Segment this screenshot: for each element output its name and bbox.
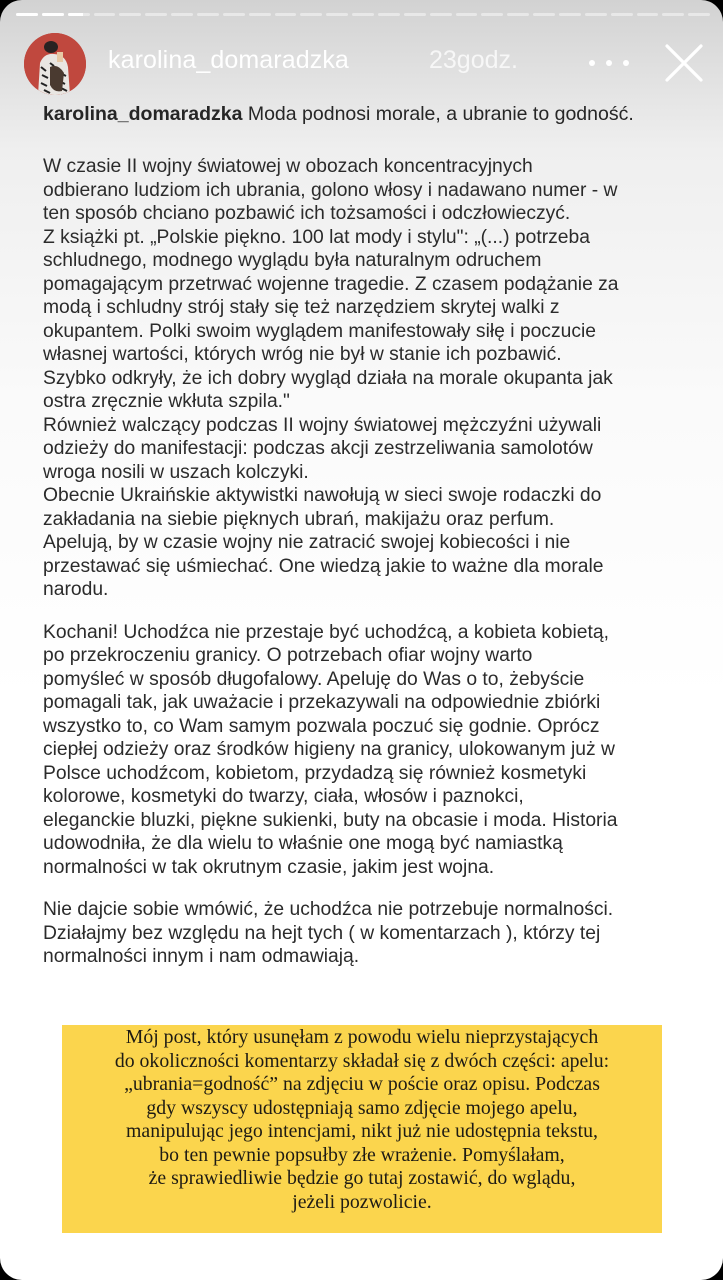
progress-segment [378,13,400,16]
progress-segment [145,13,167,16]
text-line: ostra zręcznie wkłuta szpila." [43,391,290,412]
progress-segment [404,13,426,16]
progress-segment [662,13,684,16]
more-horizontal-icon [606,60,612,66]
text-line: pomagającym przetrwać wojenne tragedie. Z czasem podążanie za [43,273,619,295]
text-line: ciepłej odzieży oraz środków higieny na granicy, ulokowanym już w [43,739,615,760]
progress-segment [249,13,271,16]
caption-username: karolina_domaradzka [43,103,243,125]
text-line: własnej wartości, których wróg nie był w stanie ich pozbawić. [43,344,562,365]
text-line: kolorowe, kosmetyki do twarzy, ciała, włosów i paznokci, [43,786,524,807]
text-line: Działajmy bez względu na hejt tych ( w komentarzach ), którzy tej [43,922,601,944]
note-line: że sprawiedliwie będzie go tutaj zostawić, do wglądu, [148,1167,576,1189]
progress-segment [300,13,322,16]
text-line: schludnego, modnego wyglądu była naturalnym odruchem [43,250,542,271]
progress-segment [223,13,245,16]
progress-segment [94,13,116,16]
text-line: pomagali tak, jak uważacie i przekazywali na odpowiednie zbiórki [43,692,601,713]
paragraph-closing [43,898,703,969]
progress-segment [326,13,348,16]
text-line: Apelują, by w czasie wojny nie zatracić swojej kobiecości i nie [43,532,571,553]
progress-segment [481,13,503,16]
text-line: Kochani! Uchodźca nie przestaje być uchodźcą, a kobieta kobietą, [43,621,609,643]
text-line: modą i schludny strój stały się też narzędziem skrytej walki z [43,297,560,318]
text-line: Polsce uchodźcom, kobietom, przydadzą się również kosmetyki [43,762,587,784]
text-line: po przekroczeniu granicy. O potrzebach ofiar wojny warto [43,645,533,666]
text-line: normalności w tak okrutnym czasie, jakim jest wojna. [43,856,495,878]
close-icon [664,43,704,83]
progress-segment [119,13,141,16]
more-horizontal-icon [589,60,595,66]
note-line: do okoliczności komentarzy składał się z dwóch części: apelu: [114,1049,610,1072]
text-line: Z książki pt. „Polskie piękno. 100 lat mody i stylu": „(...) potrzeba [43,226,590,248]
more-options-button[interactable] [589,53,629,73]
more-horizontal-icon [623,60,629,66]
progress-segment [275,13,297,16]
text-line: udowodniła, że dla wielu to właśnie one mogą być namiastką [43,833,563,854]
close-button[interactable] [664,43,704,83]
overlay-note [62,1025,662,1233]
progress-segment [430,13,452,16]
text-line: ten sposób chciano pozbawić ich tożsamości i odczłowieczyć. [43,203,571,224]
text-line: przestawać się uśmiechać. One wiedzą jakie to ważne dla morale [43,555,604,577]
note-line: manipulując jego intencjami, nikt już nie udostępnia tekstu, [126,1120,598,1142]
text-line: odbierano ludziom ich ubrania, golono włosy i nadawano numer - w [43,179,618,201]
note-line: jeżeli pozwolicie. [292,1190,432,1213]
caption-text: Moda podnosi morale, a ubranie to godność. [247,103,634,125]
text-line: zakładania na siebie pięknych ubrań, makijażu oraz perfum. [43,508,555,530]
progress-segment [68,13,90,16]
text-line: wszystko to, co Wam samym pozwala poczuć się godnie. Oprócz [43,715,600,737]
note-line: bo ten pewnie popsułby złe wrażenie. Pomyślałam, [159,1143,565,1166]
post-caption [43,103,634,126]
progress-segment [171,13,193,16]
progress-segment [637,13,659,16]
overlay-note-text [62,1026,662,1214]
note-line: Mój post, który usunęłam z powodu wielu nieprzystających [125,1026,599,1048]
avatar[interactable] [24,33,86,95]
progress-segment [16,13,38,16]
progress-segment [688,13,710,16]
progress-segment [352,13,374,16]
progress-segment [507,13,529,16]
avatar-photo-icon [24,33,86,95]
story-username[interactable]: karolina_domaradzka [108,46,349,74]
progress-segment [533,13,555,16]
text-line: Obecnie Ukraińskie aktywistki nawołują w sieci swoje rodaczki do [43,485,602,506]
text-line: Szybko odkryły, że ich dobry wygląd działa na morale okupanta jak [43,367,613,389]
progress-segment [585,13,607,16]
text-line: okupantem. Polki swoim wyglądem manifestowały siłę i poczucie [43,320,596,342]
note-line: gdy wszyscy udostępniają samo zdjęcie mojego apelu, [146,1096,578,1119]
note-line: „ubrania=godność” na zdjęciu w poście oraz opisu. Podczas [124,1073,600,1095]
story-timestamp: 23godz. [429,46,518,74]
paragraph-history [43,155,703,602]
post-description [43,155,703,969]
text-line: odzieży do manifestacji: podczas akcji zestrzeliwania samolotów [43,438,593,459]
story-header [24,33,707,95]
progress-segment [611,13,633,16]
text-line: W czasie II wojny światowej w obozach koncentracyjnych [43,156,533,177]
paragraph-appeal [43,621,703,880]
text-line: narodu. [43,579,109,600]
text-line: normalności innym i nam odmawiają. [43,946,360,967]
progress-segment [559,13,581,16]
progress-segment [456,13,478,16]
text-line: pomyśleć w sposób długofalowy. Apeluję do Was o to, żebyście [43,668,585,690]
text-line: wroga nosili w uszach kolczyki. [43,461,309,483]
story-progress-bar [16,13,710,17]
progress-segment [42,13,64,16]
text-line: eleganckie bluzki, piękne sukienki, buty na obcasie i moda. Historia [43,809,618,831]
text-line: Nie dajcie sobie wmówić, że uchodźca nie potrzebuje normalności. [43,899,614,920]
text-line: Również walczący podczas II wojny światowej mężczyźni używali [43,414,602,436]
progress-segment [197,13,219,16]
